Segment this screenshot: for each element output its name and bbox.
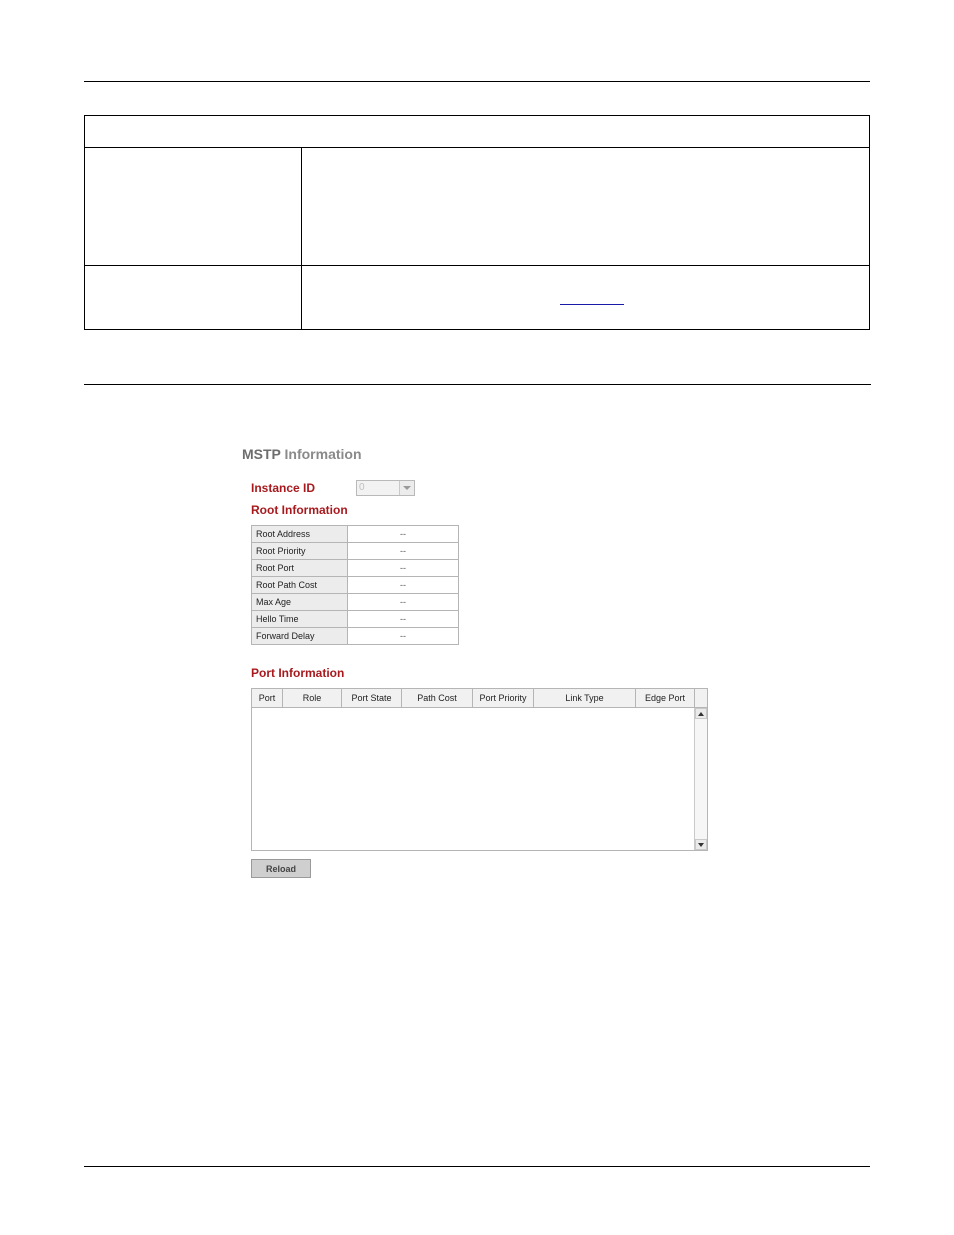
root-row	[252, 611, 459, 628]
root-row-key: Max Age	[252, 594, 348, 611]
reload-button[interactable]: Reload	[251, 859, 311, 878]
doc-table-column-divider	[301, 148, 302, 329]
header-rule	[84, 81, 870, 82]
document-table	[84, 115, 870, 330]
root-row	[252, 628, 459, 645]
title-bold: MSTP	[242, 446, 281, 462]
root-information-label: Root Information	[251, 503, 348, 517]
root-row	[252, 526, 459, 543]
root-information-table	[251, 525, 459, 645]
port-table-header	[252, 689, 695, 708]
root-row	[252, 594, 459, 611]
root-row-value: --	[348, 611, 459, 628]
instance-id-select[interactable]	[356, 480, 415, 496]
chevron-down-icon[interactable]	[399, 481, 414, 495]
doc-link-underline[interactable]	[560, 304, 624, 305]
root-row-key: Root Address	[252, 526, 348, 543]
root-row-key: Root Priority	[252, 543, 348, 560]
root-row-key: Forward Delay	[252, 628, 348, 645]
root-row-key: Hello Time	[252, 611, 348, 628]
root-row-value: --	[348, 594, 459, 611]
column-header-path-cost[interactable]: Path Cost	[402, 689, 473, 708]
instance-id-value: 0	[359, 482, 365, 493]
scrollbar-header-cell	[694, 689, 707, 708]
root-row	[252, 577, 459, 594]
doc-table-row-1	[85, 148, 869, 266]
column-header-port-priority[interactable]: Port Priority	[473, 689, 534, 708]
root-row	[252, 543, 459, 560]
section-rule	[84, 384, 871, 385]
column-header-link-type[interactable]: Link Type	[534, 689, 636, 708]
root-row-key: Root Path Cost	[252, 577, 348, 594]
scroll-down-icon[interactable]	[695, 839, 707, 850]
scroll-up-icon[interactable]	[695, 708, 707, 719]
port-information-label: Port Information	[251, 666, 345, 680]
column-header-edge-port[interactable]: Edge Port	[636, 689, 695, 708]
root-row-value: --	[348, 543, 459, 560]
root-row-value: --	[348, 526, 459, 543]
instance-id-label: Instance ID	[251, 481, 316, 495]
column-header-port-state[interactable]: Port State	[342, 689, 402, 708]
root-row-key: Root Port	[252, 560, 348, 577]
root-row	[252, 560, 459, 577]
port-table-scrollbar[interactable]	[694, 708, 707, 850]
port-information-table	[251, 688, 708, 851]
column-header-role[interactable]: Role	[283, 689, 342, 708]
footer-rule	[84, 1166, 870, 1167]
mstp-information-title	[242, 446, 362, 462]
root-row-value: --	[348, 560, 459, 577]
root-row-value: --	[348, 577, 459, 594]
title-rest: Information	[280, 446, 362, 462]
root-row-value: --	[348, 628, 459, 645]
doc-table-header-row	[85, 116, 869, 148]
column-header-port[interactable]: Port	[252, 689, 283, 708]
